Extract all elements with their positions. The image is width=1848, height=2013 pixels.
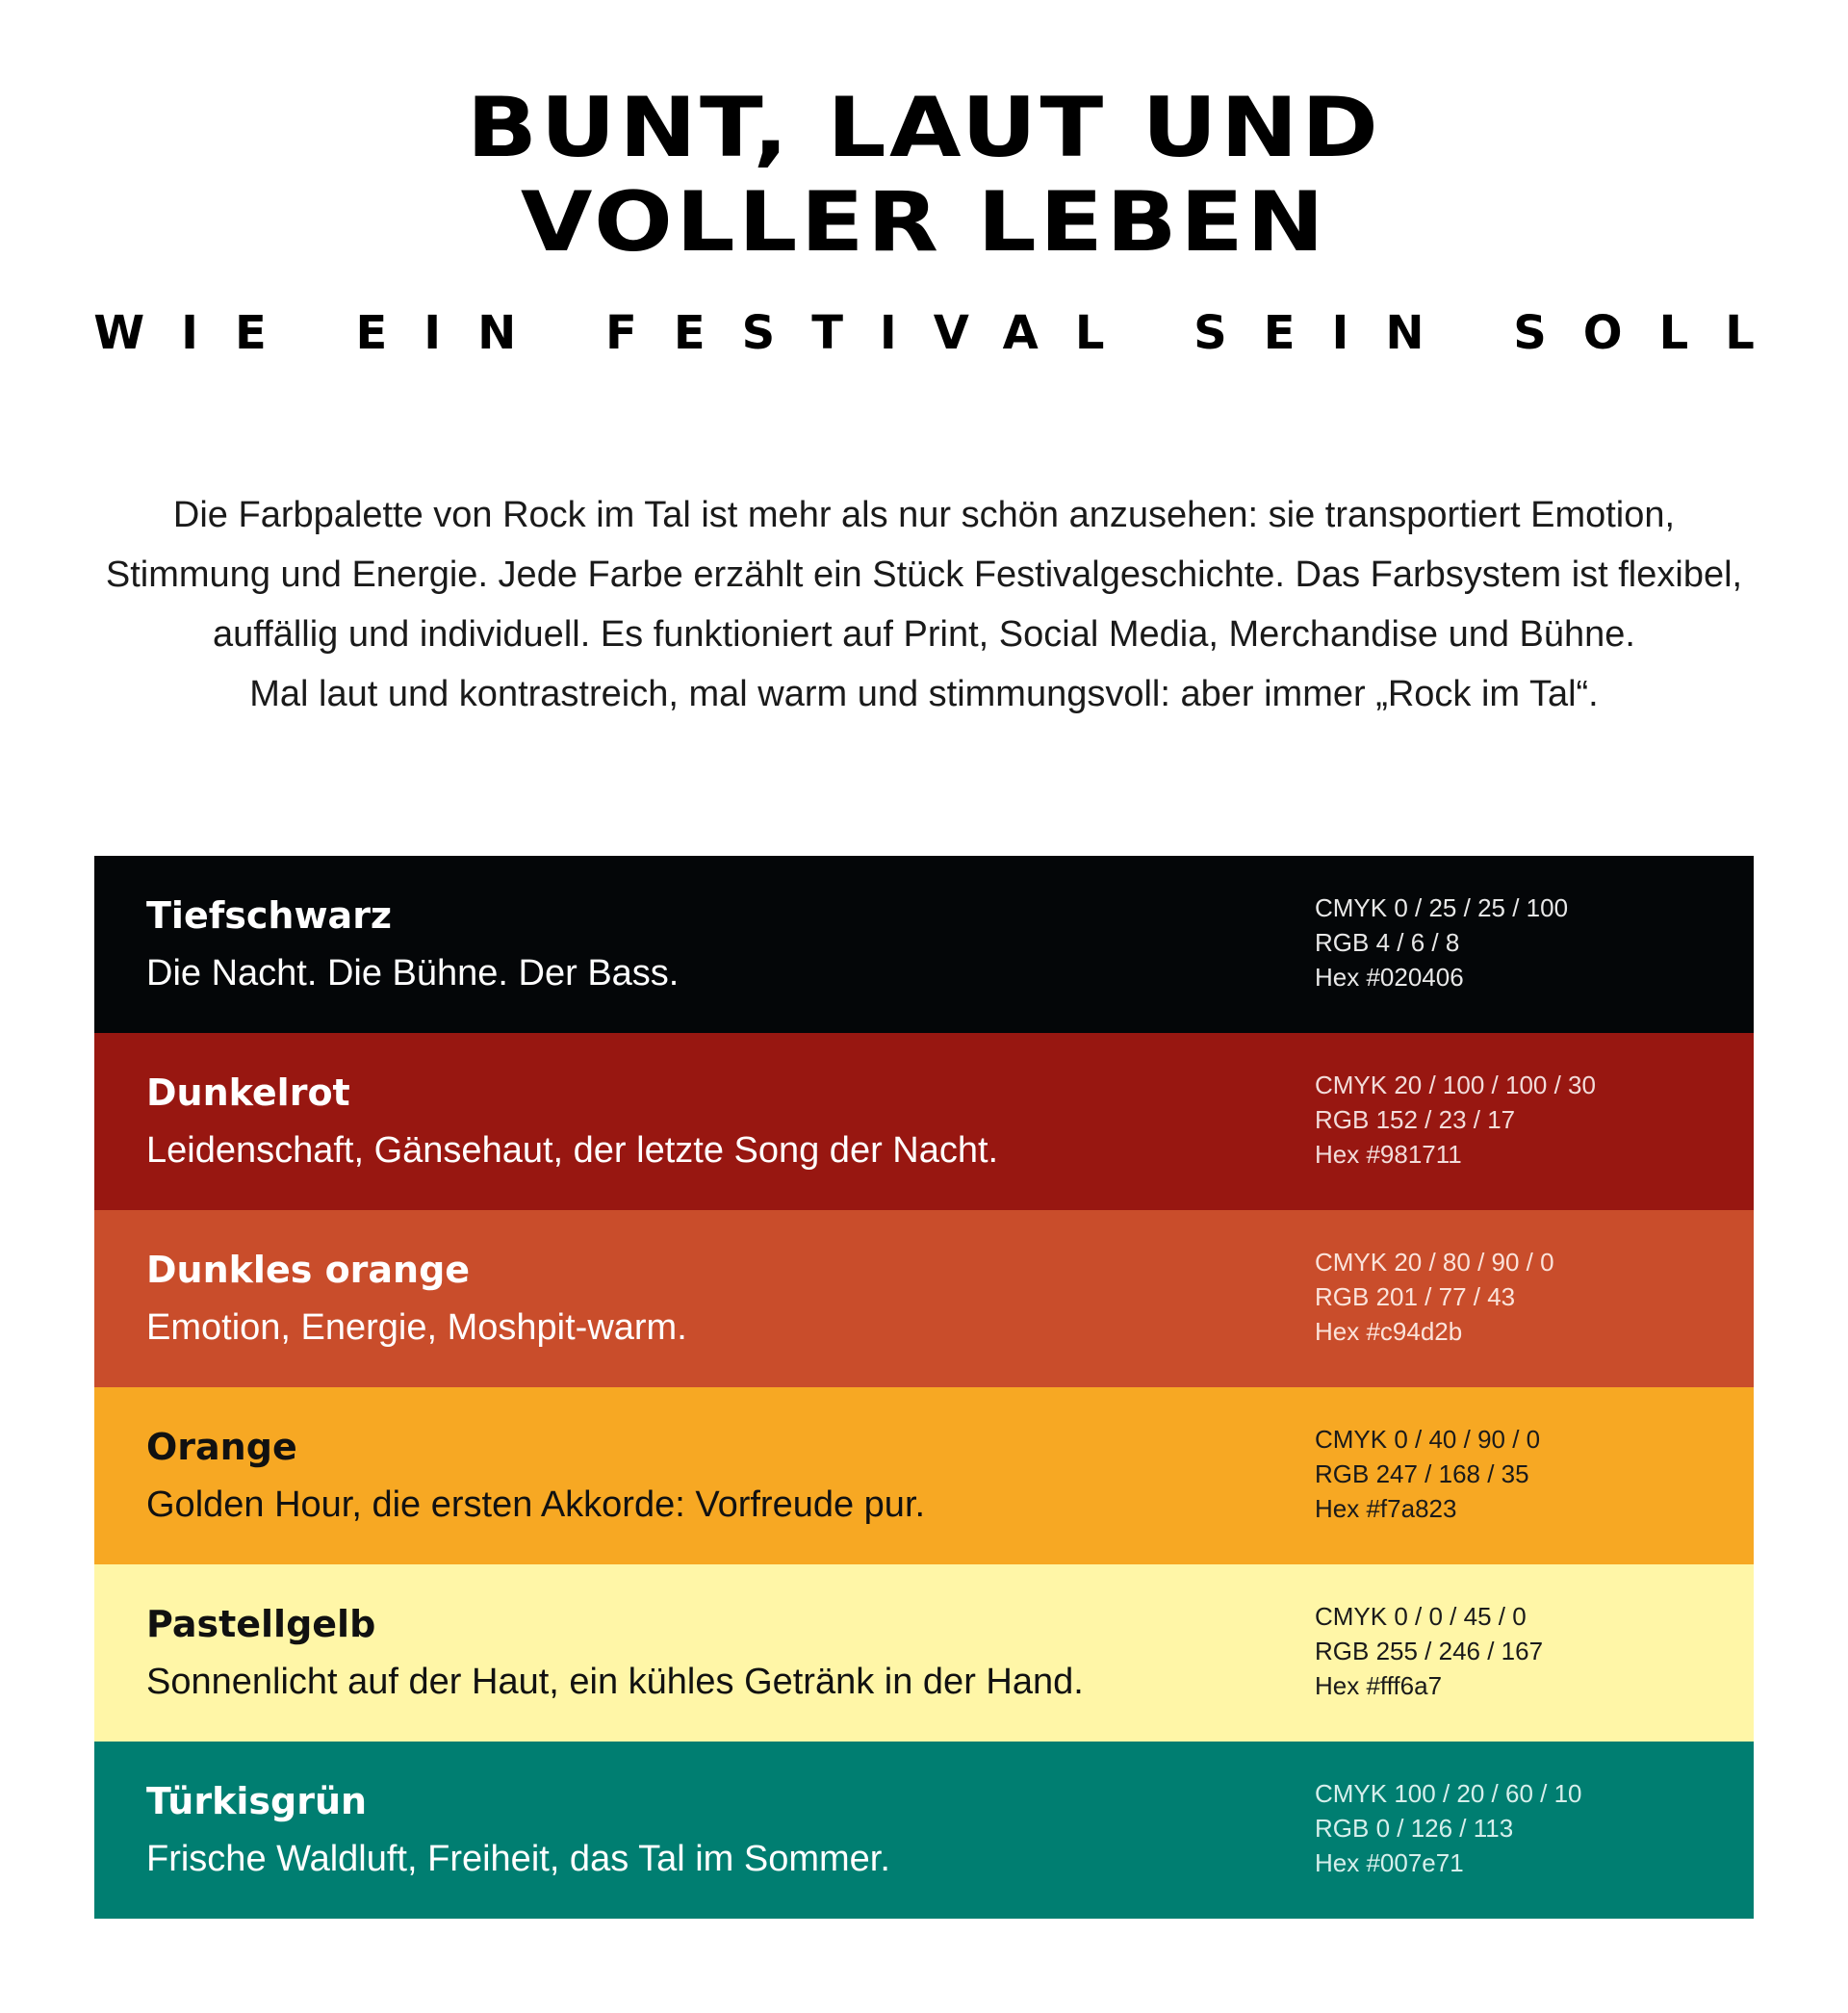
rgb-value: RGB 152 / 23 / 17 bbox=[1315, 1105, 1516, 1134]
title-line-2: VOLLER LEBEN bbox=[520, 174, 1328, 271]
color-swatch-tiefschwarz bbox=[94, 856, 1754, 1033]
color-codes bbox=[1315, 1245, 1554, 1349]
color-codes bbox=[1315, 890, 1568, 994]
color-description: Die Nacht. Die Bühne. Der Bass. bbox=[146, 953, 680, 994]
hex-value: Hex #fff6a7 bbox=[1315, 1671, 1443, 1700]
rgb-value: RGB 201 / 77 / 43 bbox=[1315, 1282, 1516, 1311]
rgb-value: RGB 247 / 168 / 35 bbox=[1315, 1459, 1529, 1488]
cmyk-value: CMYK 0 / 0 / 45 / 0 bbox=[1315, 1602, 1527, 1631]
rgb-value: RGB 4 / 6 / 8 bbox=[1315, 928, 1460, 957]
rgb-value: RGB 0 / 126 / 113 bbox=[1315, 1814, 1514, 1843]
cmyk-value: CMYK 0 / 40 / 90 / 0 bbox=[1315, 1425, 1541, 1454]
intro-line: Stimmung und Energie. Jede Farbe erzählt ein Stück Festivalgeschichte. Das Farbsystem ist flexibel, bbox=[105, 555, 1743, 595]
color-swatch-tuerkisgruen bbox=[94, 1742, 1754, 1919]
hex-value: Hex #f7a823 bbox=[1315, 1494, 1457, 1523]
color-swatch-orange bbox=[94, 1387, 1754, 1564]
cmyk-value: CMYK 20 / 80 / 90 / 0 bbox=[1315, 1248, 1554, 1277]
hex-value: Hex #007e71 bbox=[1315, 1848, 1464, 1877]
color-codes bbox=[1315, 1068, 1596, 1172]
page-title bbox=[0, 81, 1848, 270]
rgb-value: RGB 255 / 246 / 167 bbox=[1315, 1637, 1544, 1665]
hex-value: Hex #c94d2b bbox=[1315, 1317, 1463, 1346]
color-name: Orange bbox=[146, 1426, 297, 1468]
color-name: Dunkles orange bbox=[146, 1249, 471, 1291]
color-codes bbox=[1315, 1776, 1582, 1880]
cmyk-value: CMYK 0 / 25 / 25 / 100 bbox=[1315, 893, 1569, 922]
color-swatch-dunkelrot bbox=[94, 1033, 1754, 1210]
color-description: Golden Hour, die ersten Akkorde: Vorfreude pur. bbox=[146, 1484, 926, 1525]
title-line-1: BUNT, LAUT UND bbox=[466, 80, 1382, 176]
color-description: Emotion, Energie, Moshpit-warm. bbox=[146, 1307, 687, 1348]
color-description: Leidenschaft, Gänsehaut, der letzte Song der Nacht. bbox=[146, 1130, 999, 1171]
hex-value: Hex #020406 bbox=[1315, 963, 1464, 992]
intro-line: Die Farbpalette von Rock im Tal ist mehr als nur schön anzusehen: sie transportiert Emotion, bbox=[172, 495, 1676, 535]
color-name: Pastellgelb bbox=[146, 1603, 376, 1645]
color-codes bbox=[1315, 1422, 1540, 1526]
color-codes bbox=[1315, 1599, 1543, 1703]
intro-line: auffällig und individuell. Es funktioniert auf Print, Social Media, Merchandise und Bühne. bbox=[213, 614, 1635, 655]
cmyk-value: CMYK 100 / 20 / 60 / 10 bbox=[1315, 1779, 1582, 1808]
hex-value: Hex #981711 bbox=[1315, 1140, 1462, 1169]
color-swatch-pastellgelb bbox=[94, 1564, 1754, 1742]
color-palette-list bbox=[94, 856, 1754, 1919]
color-name: Tiefschwarz bbox=[146, 894, 393, 937]
page-subtitle: WIE EIN FESTIVAL SEIN SOLL bbox=[93, 306, 1791, 360]
color-name: Dunkelrot bbox=[146, 1071, 350, 1114]
intro-line: Mal laut und kontrastreich, mal warm und stimmungsvoll: aber immer „Rock im Tal“. bbox=[249, 674, 1599, 714]
intro-paragraph bbox=[96, 485, 1752, 724]
color-name: Türkisgrün bbox=[146, 1780, 368, 1822]
color-description: Sonnenlicht auf der Haut, ein kühles Getränk in der Hand. bbox=[146, 1662, 1084, 1702]
cmyk-value: CMYK 20 / 100 / 100 / 30 bbox=[1315, 1071, 1596, 1099]
color-description: Frische Waldluft, Freiheit, das Tal im Sommer. bbox=[146, 1839, 890, 1879]
color-swatch-dunkles-orange bbox=[94, 1210, 1754, 1387]
